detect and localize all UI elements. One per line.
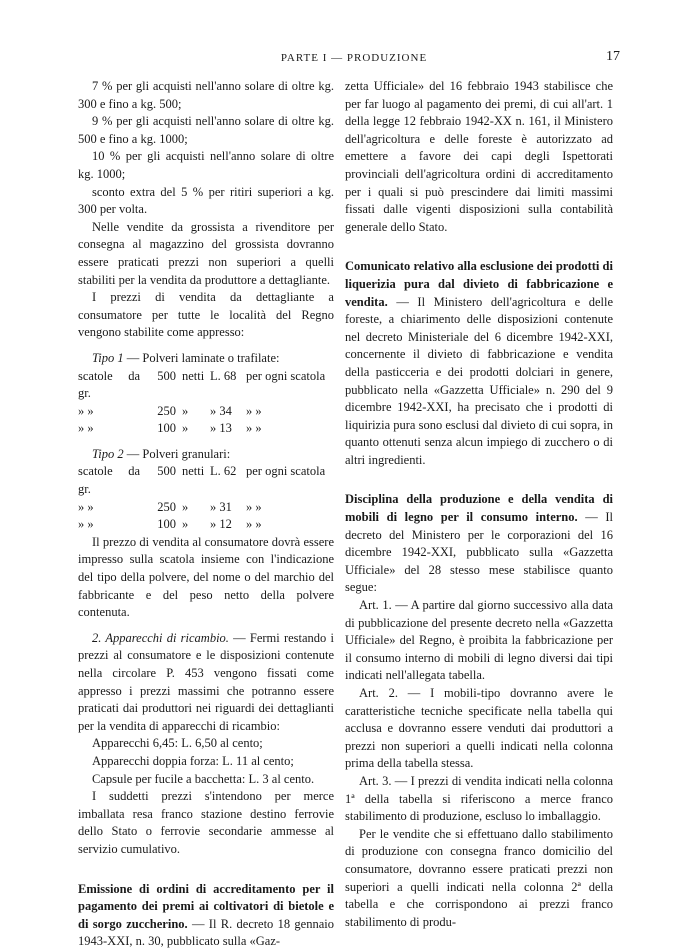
page-number: 17 bbox=[606, 49, 620, 64]
table-row: » » 250 » » 34 » » bbox=[78, 403, 262, 418]
paragraph: 2. Apparecchi di ricambio. — Fermi restando i prezzi al consumatore e le disposizioni contenute nella circolare P. 453 vengono fissati come appresso i prezzi massimi che potranno essere praticati dai produttori nei riguardi dei dettaglianti per la vendita di apparecchi di ricambio: bbox=[78, 630, 334, 733]
article-3: Art. 3. — I prezzi di vendita indicati nella colonna 1ª della tabella si riferiscono a merce franco stabilimento di produzione, escluso lo imballaggio. bbox=[345, 773, 613, 824]
section-liquerizia: Comunicato relativo alla esclusione dei prodotti di liquerizia pura dal divieto di fabbricazione e vendita. — Il Ministero dell'agricoltura e delle foreste, a chiarimento delle disposizioni contenute nel decreto Ministeriale del 6 dicembre 1942-XXI, concernente il divieto di fabbricazione e vendita della pasticceria e dei prodotti dolciari in genere, pubblicato nella «Gazzetta Ufficiale» n. 290 del 9 dicembre 1942-XXI, ha precisato che i prodotti di liquirizia pura sono esclusi dal divieto di cui sopra, in quanto ottenuti senza alcun impiego di zucchero o di altri ingredienti. bbox=[345, 259, 613, 467]
paragraph: I suddetti prezzi s'intendono per merce imballata resa franco stazione destino ferrovie dello Stato o ferrovie secondarie ammesse al servizio cumulativo. bbox=[78, 789, 334, 856]
page-header bbox=[88, 49, 620, 70]
section-emissione: Emissione di ordini di accreditamento per il pagamento dei premi ai coltivatori di bietole e di sorgo zuccherino. — Il R. decreto 18 gennaio 1943-XXI, n. 30, pubblicato sulla «Gaz- bbox=[78, 881, 334, 949]
table-row: » » 250 » » 31 » » bbox=[78, 499, 262, 514]
list-item: Apparecchi doppia forza: L. 11 al cento; bbox=[92, 753, 294, 768]
paragraph: sconto extra del 5 % per ritiri superiori a kg. 300 per volta. bbox=[78, 184, 334, 217]
paragraph: 10 % per gli acquisti nell'anno solare di oltre kg. 1000; bbox=[78, 149, 334, 181]
table-row: » » 100 » » 12 » » bbox=[78, 517, 262, 532]
article-1: Art. 1. — A partire dal giorno successivo alla data di pubblicazione del presente decreto nella «Gazzetta Ufficiale» del Regno, è proibita la fabbricazione per il consumo interno di mobili di legno diversi dai tipi indicati nell'allegata tabella. bbox=[345, 598, 613, 683]
table-row: » » 100 » » 13 » » bbox=[78, 421, 262, 436]
paragraph: Per le vendite che si effettuano dallo stabilimento di produzione con consegna franco domicilio del consumatore, dovranno essere praticati prezzi non superiori a quelli indicati nella colonna 2ª della tabella e che corrispondono ai prezzi franco stabilimento di produ- bbox=[345, 826, 613, 929]
paragraph: 9 % per gli acquisti nell'anno solare di oltre kg. 500 e fino a kg. 1000; bbox=[78, 114, 334, 146]
section-mobili: Disciplina della produzione e della vendita di mobili di legno per il consumo interno. — Il decreto del Ministero per le corporazioni del 16 dicembre 1942-XXI, pubblicato sulla «Gazzetta Ufficiale» del 28 stesso mese stabilisce quanto segue: bbox=[345, 492, 613, 595]
tipo2-table bbox=[78, 463, 334, 533]
tipo1-heading: Tipo 1 — Polveri laminate o trafilate: bbox=[92, 350, 280, 365]
article-2: Art. 2. — I mobili-tipo dovranno avere le caratteristiche tecniche specificate nella tabella qui acclusa e dovranno essere venduti dai produttori a prezzi non superiori a quelli indicati nella colonna prima della tabella stessa. bbox=[345, 686, 613, 771]
paragraph: Nelle vendite da grossista a rivenditore per consegna al magazzino del grossista dovranno essere praticati prezzi non superiori a quelli stabiliti per la vendita da produttore a dettagliante. bbox=[78, 219, 334, 287]
list-item: Apparecchi 6,45: L. 6,50 al cento; bbox=[92, 736, 263, 751]
list-item: Capsule per fucile a bacchetta: L. 3 al cento. bbox=[92, 771, 315, 786]
paragraph: Il prezzo di vendita al consumatore dovrà essere impresso sulla scatola insieme con l'indicazione del tipo della polvere, del nome o del marchio del fabbricante e del peso netto della polvere contenuta. bbox=[78, 534, 334, 620]
right-column bbox=[345, 78, 613, 931]
left-column bbox=[78, 78, 334, 951]
tipo2-heading: Tipo 2 — Polveri granulari: bbox=[92, 446, 231, 461]
table-row: scatole da gr. 500 netti L. 62 per ogni scatola bbox=[78, 464, 326, 497]
paragraph: I prezzi di vendita da dettagliante a consumatore per tutte le località del Regno vengono stabilite come appresso: bbox=[78, 290, 334, 340]
paragraph: 7 % per gli acquisti nell'anno solare di oltre kg. 300 e fino a kg. 500; bbox=[78, 79, 334, 111]
paragraph: zetta Ufficiale» del 16 febbraio 1943 stabilisce che per far luogo al pagamento dei premi, di cui all'art. 1 della legge 12 febbraio 1942-XX n. 161, il Ministero dell'agricoltura e delle foreste è autorizzato ad emettere a favore dei capi degli Ispettorati provinciali dell'agricoltura ordini di accreditamento per i quali si può prescindere dai limiti massimi fissati dalle vigenti disposizioni sulla contabilità generale dello Stato. bbox=[345, 79, 613, 234]
running-title: PARTE I — PRODUZIONE bbox=[280, 52, 428, 64]
tipo1-table bbox=[78, 368, 334, 438]
table-row: scatole da gr. 500 netti L. 68 per ogni scatola bbox=[78, 368, 326, 401]
